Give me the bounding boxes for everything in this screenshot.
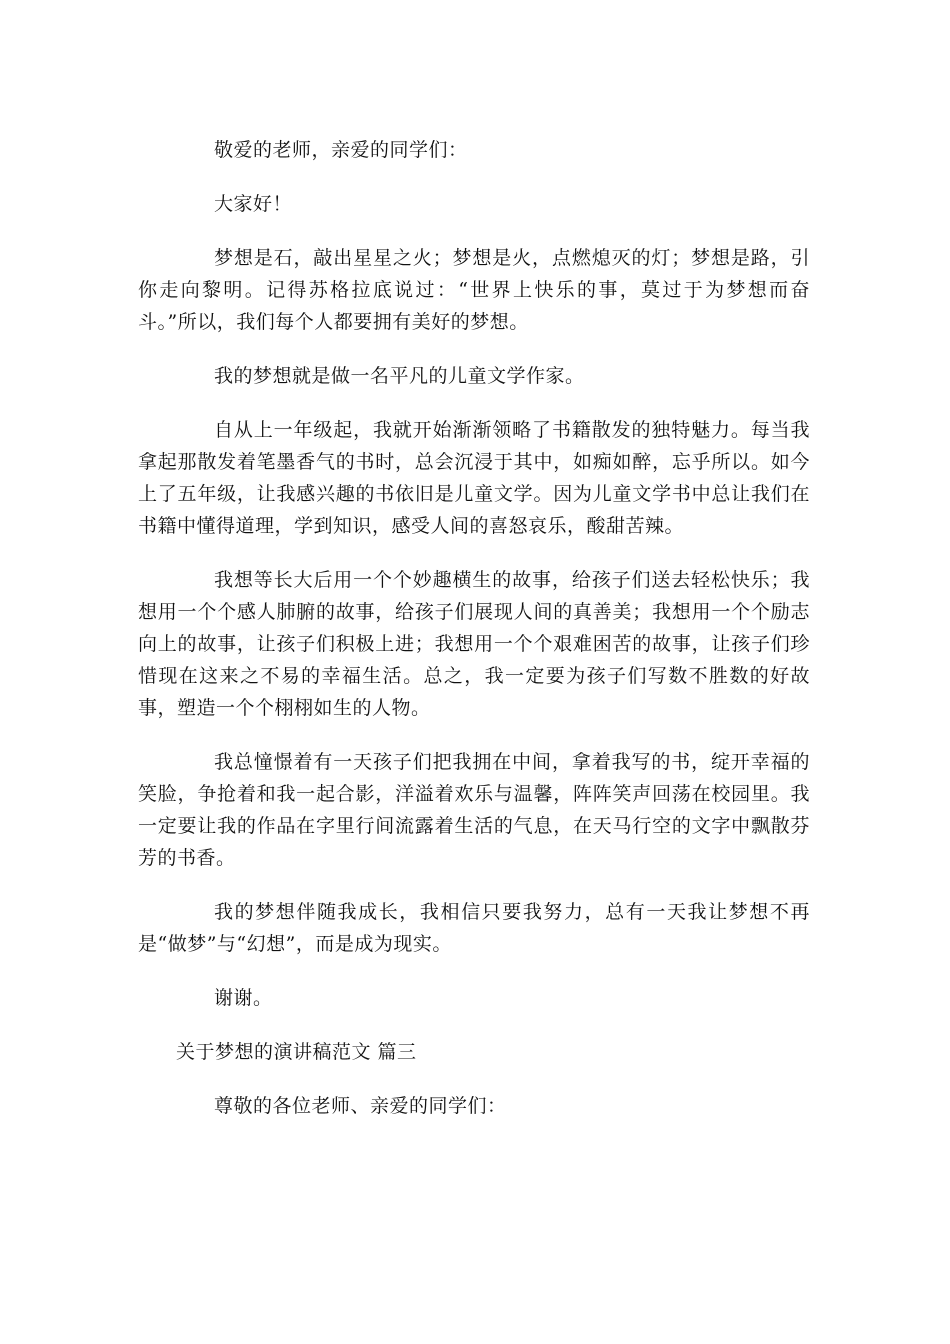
greeting-paragraph: 敬爱的老师，亲爱的同学们： (214, 139, 468, 161)
body-paragraph: 我想等长大后用一个个妙趣横生的故事，给孩子们送去轻松快乐；我想用一个个感人肺腑的故事，给孩子们展现人间的真善美；我想用一个个励志向上的故事，让孩子们积极上进；我想用一个个艰难困苦的故事，让孩子们珍惜现在这来之不易的幸福生活。总之，我一定要为孩子们写数不胜数的好故事，塑造一个个栩栩如生的人物。 (138, 569, 810, 719)
body-paragraph: 梦想是石，敲出星星之火；梦想是火，点燃熄灭的灯；梦想是路，引你走向黎明。记得苏格拉底说过：“世界上快乐的事，莫过于为梦想而奋斗。”所以，我们每个人都要拥有美好的梦想。 (138, 247, 810, 333)
body-paragraph: 我的梦想就是做一名平凡的儿童文学作家。 (214, 365, 585, 387)
next-greeting-paragraph: 尊敬的各位老师、亲爱的同学们： (214, 1095, 507, 1117)
closing-paragraph: 谢谢。 (214, 987, 273, 1009)
body-paragraph: 自从上一年级起，我就开始渐渐领略了书籍散发的独特魅力。每当我拿起那散发着笔墨香气的书时，总会沉浸于其中，如痴如醉，忘乎所以。如今上了五年级，让我感兴趣的书依旧是儿童文学。因为儿童文学书中总让我们在书籍中懂得道理，学到知识，感受人间的喜怒哀乐，酸甜苦辣。 (138, 419, 810, 537)
section-heading: 关于梦想的演讲稿范文 篇三 (176, 1041, 417, 1063)
body-paragraph: 我的梦想伴随我成长，我相信只要我努力，总有一天我让梦想不再是“做梦”与“幻想”，而是成为现实。 (138, 901, 810, 955)
hello-paragraph: 大家好！ (214, 193, 293, 215)
document-body (138, 134, 810, 1122)
body-paragraph: 我总憧憬着有一天孩子们把我拥在中间，拿着我写的书，绽开幸福的笑脸，争抢着和我一起合影，洋溢着欢乐与温馨，阵阵笑声回荡在校园里。我一定要让我的作品在字里行间流露着生活的气息，在天马行空的文字中飘散芬芳的书香。 (138, 751, 810, 869)
